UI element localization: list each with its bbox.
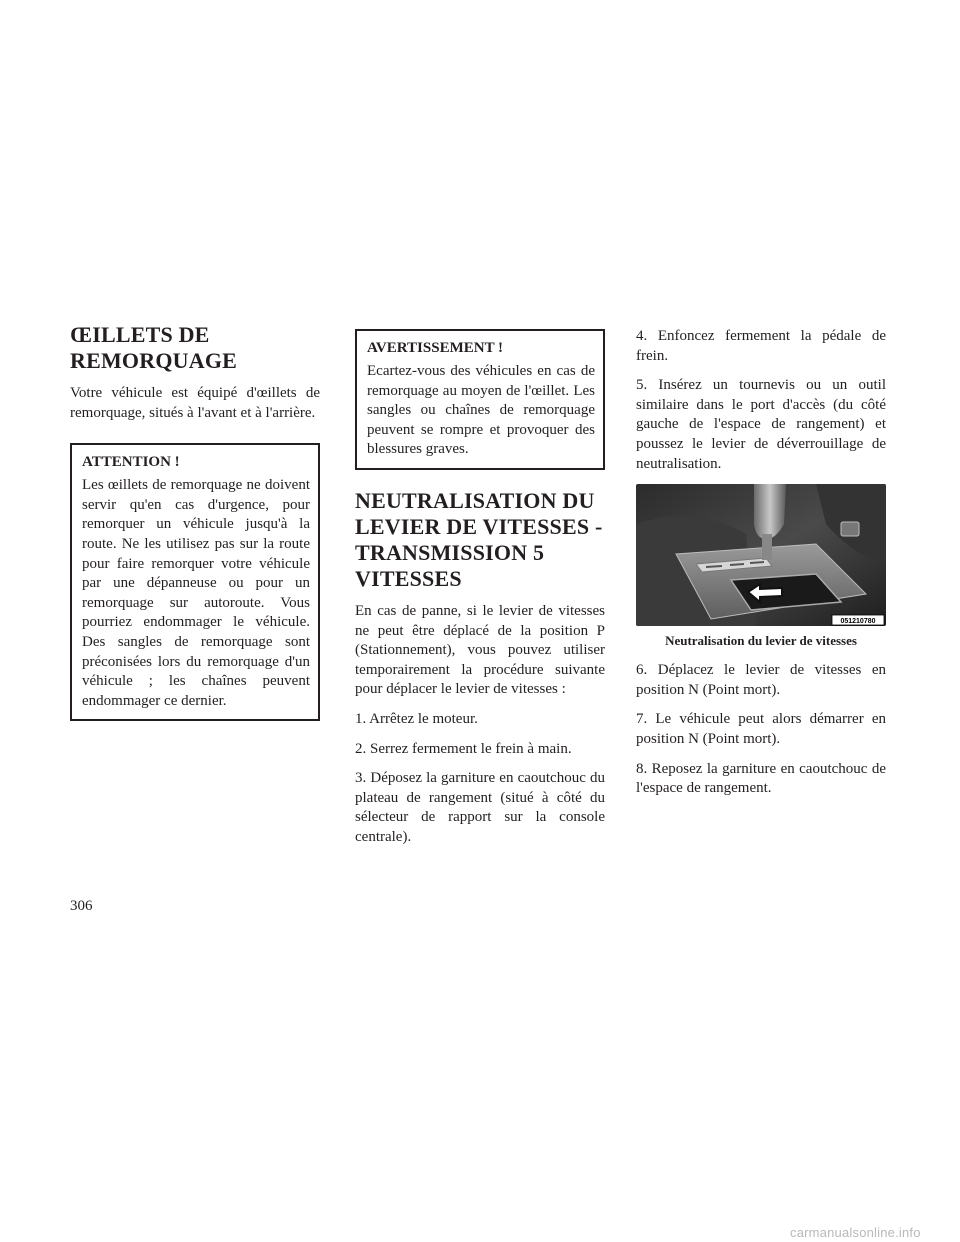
caution-title: ATTENTION !	[82, 454, 180, 471]
warning-text: Ecartez-vous des véhicules en cas de remorquage au moyen de l'œillet. Les sangles ou chaînes de remorquage peuvent se rompre et provoquer des blessures graves.	[367, 363, 595, 458]
step-3: 3. Déposez la garniture en caoutchouc du plateau de rangement (situé à côté du sélecteur de rapport sur la console centrale).	[355, 770, 605, 845]
step-4: 4. Enfoncez fermement la pédale de frein.	[636, 328, 886, 364]
step-1: 1. Arrêtez le moteur.	[355, 710, 478, 727]
watermark-text[interactable]: carmanualsonline.info	[790, 1225, 921, 1240]
step-2: 2. Serrez fermement le frein à main.	[355, 740, 572, 757]
figure-code: 051210780	[840, 618, 876, 626]
warning-title: AVERTISSEMENT !	[367, 340, 504, 356]
left-column	[70, 322, 320, 721]
shift-console-illustration	[636, 484, 886, 626]
shift-override-heading: NEUTRALISATION DU LEVIER DE VITESSES - TRANSMISSION 5 VITESSES	[355, 487, 603, 591]
page-number: 306	[70, 898, 93, 914]
step-5: 5. Insérez un tournevis ou un outil similaire dans le port d'accès (du côté gauche de l'espace de rangement) et poussez le levier de déverrouillage de neutralisation.	[636, 377, 886, 472]
tow-hooks-intro: Votre véhicule est équipé d'œillets de remorquage, situés à l'avant et à l'arrière.	[70, 385, 320, 421]
shift-console-figure	[636, 484, 886, 626]
warning-box	[355, 329, 605, 470]
steps-list-middle	[355, 710, 605, 848]
right-column	[636, 327, 886, 809]
step-7: 7. Le véhicule peut alors démarrer en position N (Point mort).	[636, 711, 886, 747]
shift-override-intro: En cas de panne, si le levier de vitesses ne peut être déplacé de la position P (Stationnement), vous pouvez utiliser temporairement la procédure suivante pour déplacer le levier de vitesses :	[355, 602, 605, 698]
step-6: 6. Déplacez le levier de vitesses en position N (Point mort).	[636, 662, 886, 698]
figure-caption: Neutralisation du levier de vitesses	[665, 633, 857, 649]
steps-list-right-bottom	[636, 661, 886, 799]
tow-hooks-heading: ŒILLETS DE REMORQUAGE	[70, 322, 237, 373]
caution-text: Les œillets de remorquage ne doivent servir qu'en cas d'urgence, pour remorquer un véhicule jusqu'à la route. Ne les utilisez pas sur la route pour faire remorquer votre véhicule par une dépanneuse ou pour un remorquage sur autoroute. Vous pourriez endommager le véhicule. Des sangles de remorquage sont préconisées lors du remorquage d'un véhicule ; les chaînes peuvent endommager ce dernier.	[82, 477, 310, 709]
caution-box	[70, 443, 320, 721]
steps-list-right-top	[636, 327, 886, 474]
middle-column	[355, 329, 605, 858]
step-8: 8. Reposez la garniture en caoutchouc de l'espace de rangement.	[636, 760, 886, 797]
